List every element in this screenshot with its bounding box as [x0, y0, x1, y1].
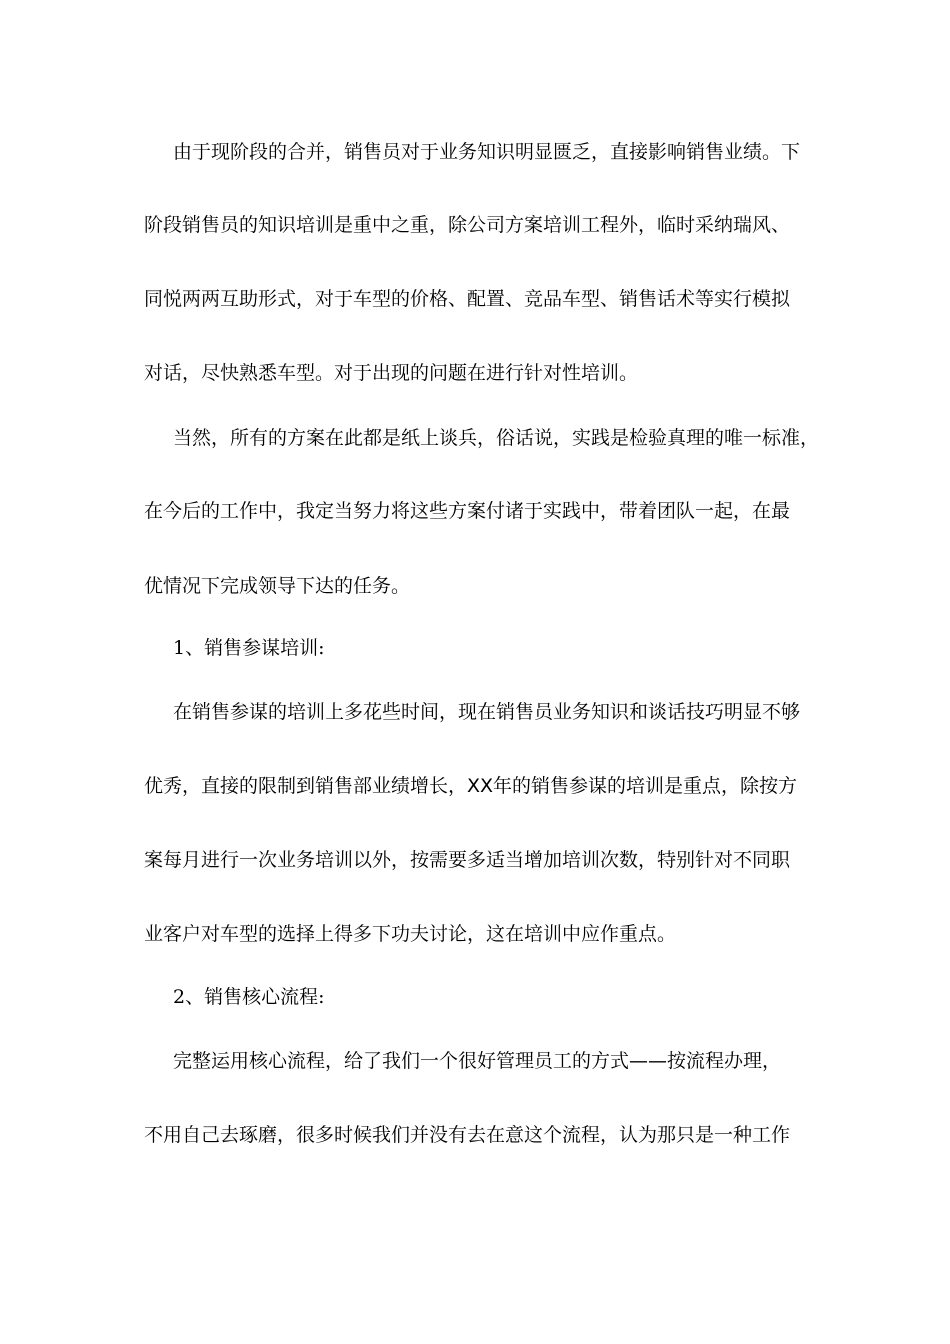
para2-line-1: 当然，所有的方案在此都是纸上谈兵，俗话说，实践是检验真理的唯一标准，	[173, 427, 820, 449]
para1-line-2: 阶段销售员的知识培训是重中之重，除公司方案培训工程外，临时采纳瑞风、	[144, 214, 791, 236]
para2-line-2: 在今后的工作中，我定当努力将这些方案付诸于实践中，带着团队一起，在最	[144, 500, 791, 522]
para4-line-2: 不用自己去琢磨，很多时候我们并没有去在意这个流程，认为那只是一种工作	[144, 1124, 791, 1146]
para3-line-4: 业客户对车型的选择上得多下功夫讨论，这在培训中应作重点。	[144, 923, 677, 945]
section-heading-1: 1、销售参谋培训:	[173, 637, 325, 659]
para3-line-2: 优秀，直接的限制到销售部业绩增长，XX年的销售参谋的培训是重点，除按方	[144, 775, 798, 797]
para1-line-1: 由于现阶段的合并，销售员对于业务知识明显匮乏，直接影响销售业绩。下	[173, 141, 801, 163]
para3-line-3: 案每月进行一次业务培训以外，按需要多适当增加培训次数，特别针对不同职	[144, 849, 791, 871]
para4-line-1: 完整运用核心流程，给了我们一个很好管理员工的方式——按流程办理，	[173, 1050, 782, 1072]
para2-line-3: 优情况下完成领导下达的任务。	[144, 575, 411, 597]
para3-line-1: 在销售参谋的培训上多花些时间，现在销售员业务知识和谈话技巧明显不够	[173, 701, 801, 723]
para1-line-3: 同悦两两互助形式，对于车型的价格、配置、竞品车型、销售话术等实行模拟	[144, 288, 791, 310]
para1-line-4: 对话，尽快熟悉车型。对于出现的问题在进行针对性培训。	[144, 362, 639, 384]
section-heading-2: 2、销售核心流程:	[173, 986, 325, 1008]
